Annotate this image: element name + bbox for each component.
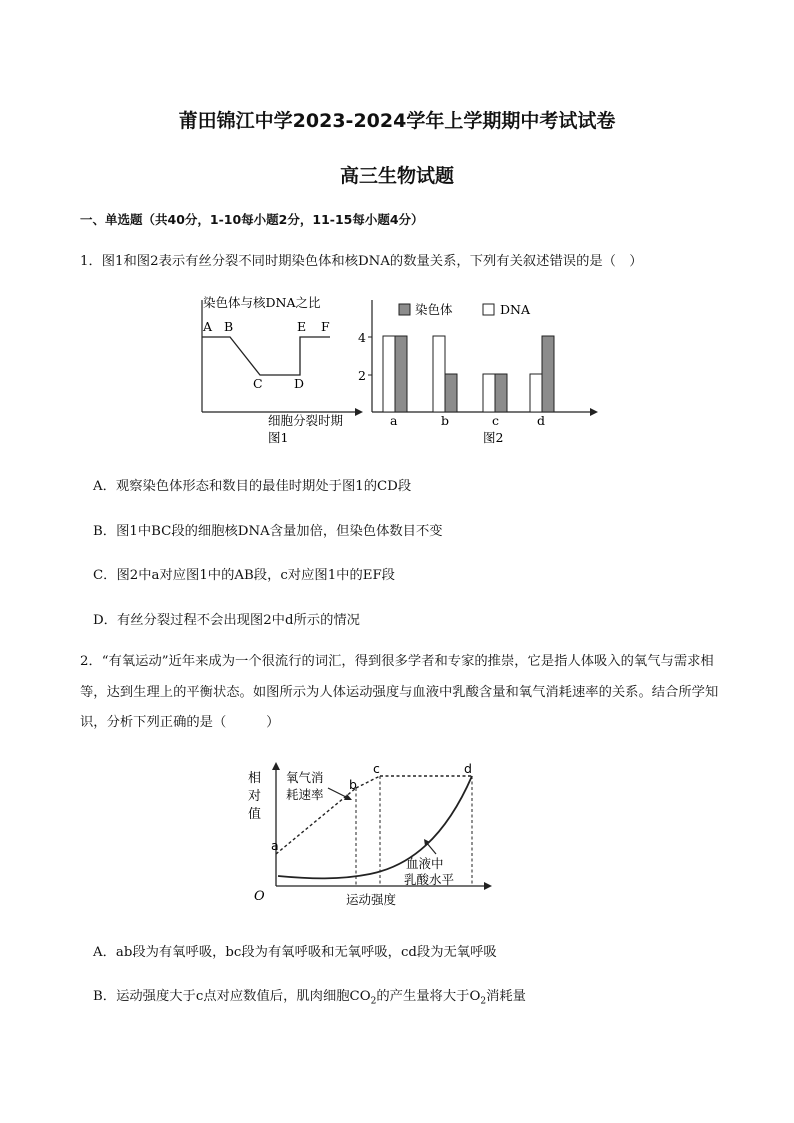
fig2-caption: 图2 (483, 430, 504, 445)
fig2-category-d: d (537, 413, 546, 428)
fig2-bar-chromosome-c (495, 374, 507, 412)
fig1-point-d: D (294, 376, 305, 391)
fig2-bar-dna-c (483, 374, 495, 412)
fig3-point-a: a (271, 838, 279, 853)
fig2-ytick-2: 2 (358, 368, 366, 383)
fig1-caption: 图1 (268, 430, 289, 445)
q1-option-a: A．观察染色体形态和数目的最佳时期处于图1的CD段 (93, 479, 412, 494)
section-heading: 一、单选题（共40分，1-10每小题2分，11-15每小题4分） (80, 212, 424, 227)
question-2-stem: 2．“有氧运动”近年来成为一个很流行的词汇，得到很多学者和专家的推崇，它是指人体吸入的氧气与需求相等，达到生理上的平衡状态。如图所示为人体运动强度与血液中乳酸含量和氧气消耗速率的关系。结合所学知识，分析下列正确的是（ ） (80, 654, 719, 730)
fig3-point-b: b (349, 777, 357, 792)
fig2-bar-dna-d (530, 374, 542, 412)
page-subtitle: 高三生物试题 (339, 165, 454, 187)
fig1-point-e: E (297, 319, 307, 334)
fig3-o2-pointer (328, 788, 348, 798)
fig3-o2-bc (356, 776, 380, 788)
fig3-lactate-label-1: 血液中 (406, 856, 444, 871)
figure-1-and-2 (190, 290, 610, 450)
fig2-category-c: c (492, 413, 500, 428)
legend-label-chromosome: 染色体 (415, 302, 453, 317)
fig2-bar-chromosome-b (445, 374, 457, 412)
q2-option-b-sub2: 2 (480, 996, 487, 1007)
q1-option-c: C．图2中a对应图1中的AB段，c对应图1中的EF段 (93, 568, 395, 583)
fig3-xlabel: 运动强度 (346, 892, 397, 907)
page-title: 莆田锦江中学2023-2024学年上学期期中考试试卷 (178, 110, 616, 132)
q1-option-b: B．图1中BC段的细胞核DNA含量加倍，但染色体数目不变 (93, 524, 443, 539)
fig1-point-f: F (321, 319, 330, 334)
fig3-lactate-label-2: 乳酸水平 (404, 872, 455, 887)
fig1-xlabel: 细胞分裂时期 (268, 413, 344, 428)
fig2-bar-dna-a (383, 336, 395, 412)
q2-option-b (93, 985, 526, 1007)
figure-1 (202, 295, 363, 445)
fig2-category-a: a (390, 413, 398, 428)
fig3-ylabel-2: 对 (248, 789, 262, 804)
fig3-o2-label-2: 耗速率 (286, 787, 324, 802)
q2-option-b-part3: 消耗量 (486, 989, 526, 1004)
fig3-y-arrow-icon (272, 762, 280, 770)
legend-label-dna: DNA (500, 302, 530, 317)
fig3-x-arrow-icon (484, 882, 492, 890)
legend-swatch-dna (483, 304, 494, 315)
fig2-ytick-4: 4 (358, 330, 366, 345)
fig2-x-arrow-icon (590, 408, 598, 416)
q2-option-a: A．ab段为有氧呼吸，bc段为有氧呼吸和无氧呼吸，cd段为无氧呼吸 (93, 945, 497, 960)
q2-option-b-sub1: 2 (370, 996, 377, 1007)
legend-swatch-chromosome (399, 304, 410, 315)
fig2-bar-dna-b (433, 336, 445, 412)
question-1-stem: 1．图1和图2表示有丝分裂不同时期染色体和核DNA的数量关系，下列有关叙述错误的是（ ） (80, 254, 643, 269)
q1-option-d: D．有丝分裂过程不会出现图2中d所示的情况 (93, 613, 360, 628)
q2-option-b-part1: B．运动强度大于c点对应数值后，肌肉细胞CO (93, 989, 371, 1004)
fig1-curve (202, 337, 330, 375)
fig1-point-c: C (253, 376, 263, 391)
figure-2 (358, 300, 598, 445)
fig1-point-a: A (203, 319, 213, 334)
fig3-point-d: d (464, 761, 472, 776)
fig2-bars (383, 336, 554, 412)
figure-3 (240, 758, 500, 918)
fig3-ylabel-1: 相 (248, 771, 262, 786)
fig3-point-c: c (373, 761, 380, 776)
fig2-category-b: b (441, 413, 450, 428)
fig3-ylabel-3: 值 (248, 807, 262, 822)
fig2-bar-chromosome-d (542, 336, 554, 412)
fig3-o2-label-1: 氧气消 (286, 770, 324, 785)
q2-option-b-part2: 的产生量将大于O (376, 989, 481, 1004)
fig3-origin: O (254, 889, 265, 904)
fig1-x-arrow-icon (355, 408, 363, 416)
fig2-bar-chromosome-a (395, 336, 407, 412)
fig1-ylabel: 染色体与核DNA之比 (203, 295, 321, 310)
fig1-point-b: B (224, 319, 234, 334)
